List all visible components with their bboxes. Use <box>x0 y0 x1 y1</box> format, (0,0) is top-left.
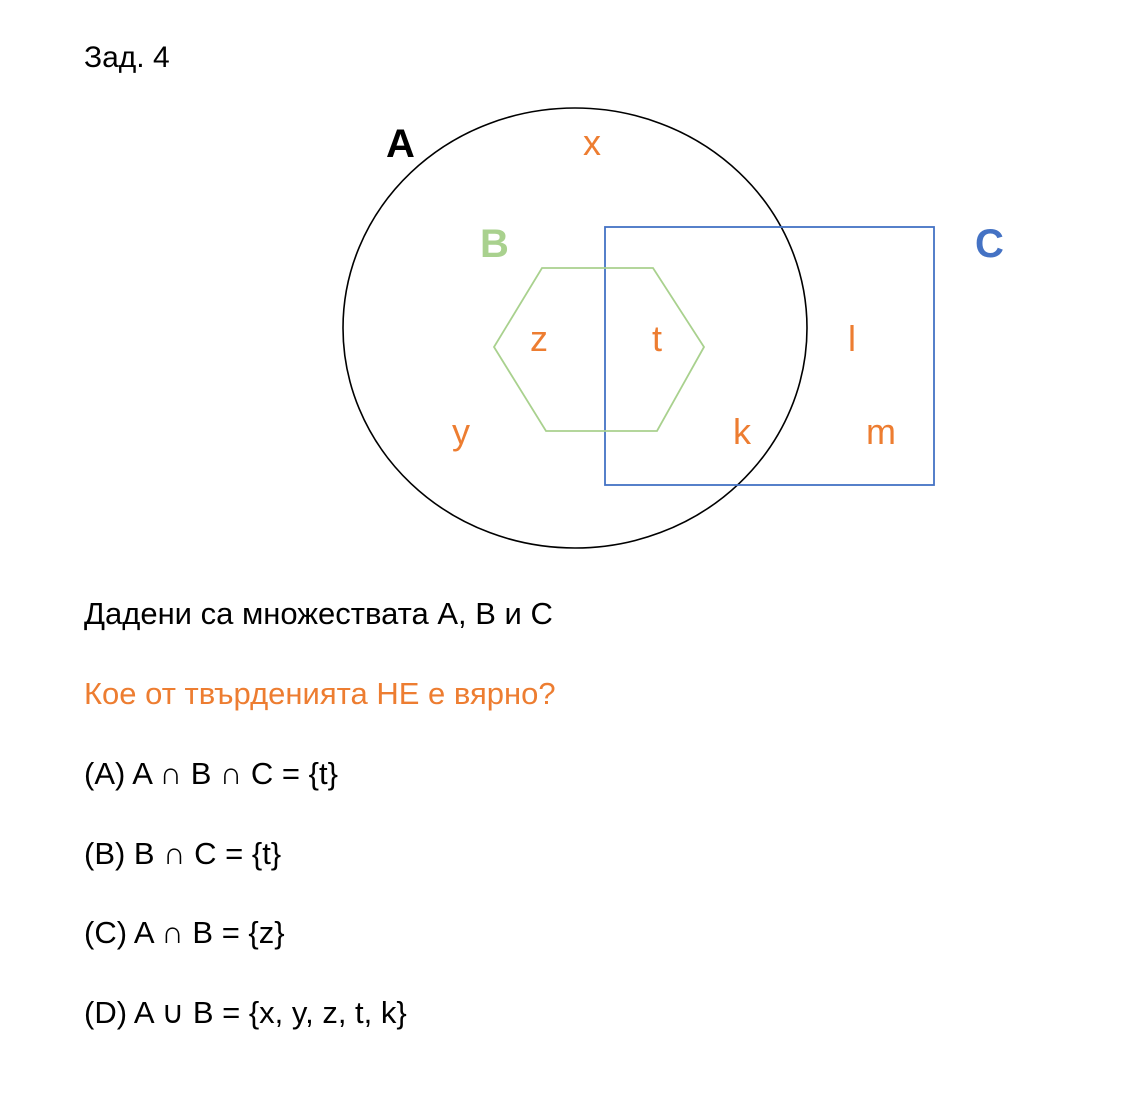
element-t: t <box>652 318 663 359</box>
element-k: k <box>733 411 751 452</box>
set-c-label: C <box>975 222 1004 266</box>
set-b-label: B <box>480 222 509 266</box>
set-b-hexagon <box>494 268 704 431</box>
set-a-circle <box>343 108 807 548</box>
task-title: Зад. 4 <box>84 41 170 74</box>
element-y: y <box>452 411 470 452</box>
element-z: z <box>530 318 548 359</box>
intro-text: Дадени са множествата A, B и C <box>84 596 553 631</box>
question-text: Кое от твърденията НЕ е вярно? <box>84 676 556 711</box>
option-b: (B) B ∩ C = {t} <box>84 836 282 871</box>
option-d: (D) A ∪ B = {x, y, z, t, k} <box>84 995 407 1030</box>
element-x: x <box>583 122 601 163</box>
set-a-label: A <box>386 122 415 166</box>
option-a: (A) A ∩ B ∩ C = {t} <box>84 756 338 791</box>
option-c: (C) A ∩ B = {z} <box>84 915 285 950</box>
element-l: l <box>848 318 856 359</box>
element-m: m <box>866 411 896 452</box>
